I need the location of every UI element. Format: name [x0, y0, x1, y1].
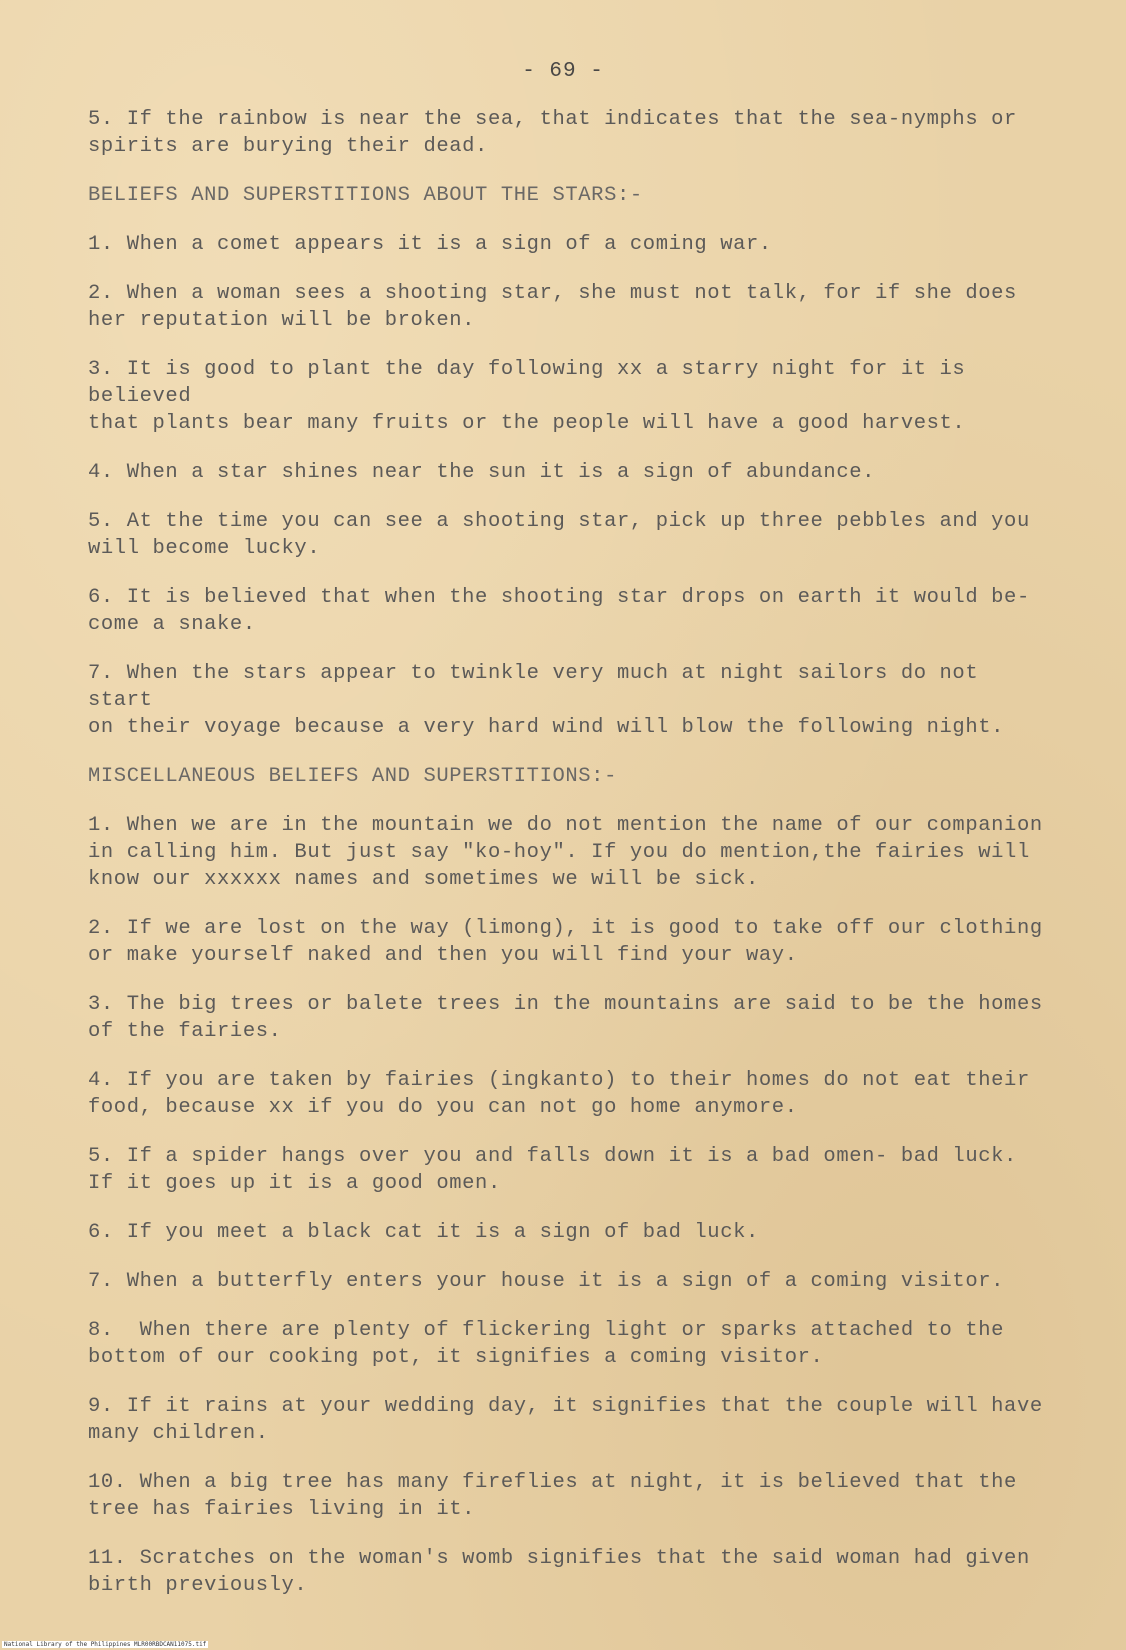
misc-item: 3. The big trees or balete trees in the mountains are said to be the homes of the fairies. [88, 993, 1043, 1043]
misc-item: 5. If a spider hangs over you and falls down it is a bad omen- bad luck. If it goes up it is a good omen. [88, 1145, 1017, 1195]
stars-item: 6. It is believed that when the shooting star drops on earth it would be- come a snake. [88, 586, 1030, 636]
rainbow-item-5: 5. If the rainbow is near the sea, that indicates that the sea-nymphs or spirits are burying their dead. [88, 108, 1017, 158]
document-body [88, 106, 1048, 1621]
misc-heading: MISCELLANEOUS BELIEFS AND SUPERSTITIONS:- [88, 765, 617, 788]
misc-item: 11. Scratches on the woman's womb signifies that the said woman had given birth previously. [88, 1547, 1030, 1597]
page-number: - 69 - [522, 60, 604, 83]
stars-item: 1. When a comet appears it is a sign of a coming war. [88, 233, 772, 256]
misc-item: 7. When a butterfly enters your house it is a sign of a coming visitor. [88, 1270, 1005, 1293]
misc-item: 6. If you meet a black cat it is a sign of bad luck. [88, 1221, 759, 1244]
misc-item: 2. If we are lost on the way (limong), it is good to take off our clothing or make yourself naked and then you will find your way. [88, 917, 1043, 967]
misc-item: 4. If you are taken by fairies (ingkanto) to their homes do not eat their food, because xx if you do you can not go home anymore. [88, 1069, 1030, 1119]
stars-heading: BELIEFS AND SUPERSTITIONS ABOUT THE STARS:- [88, 184, 643, 207]
misc-item: 9. If it rains at your wedding day, it signifies that the couple will have many children. [88, 1395, 1043, 1445]
stars-item: 7. When the stars appear to twinkle very much at night sailors do not start on their voyage because a very hard wind will blow the following night. [88, 662, 1005, 739]
stars-item: 3. It is good to plant the day following xx a starry night for it is believed that plants bear many fruits or the people will have a good harvest. [88, 358, 966, 435]
stars-item: 5. At the time you can see a shooting star, pick up three pebbles and you will become lucky. [88, 510, 1030, 560]
scan-source-caption: National Library of the Philippines MLR00RBDCAN11075.tif [4, 1641, 207, 1648]
stars-item: 2. When a woman sees a shooting star, she must not talk, for if she does her reputation will be broken. [88, 282, 1017, 332]
stars-item: 4. When a star shines near the sun it is a sign of abundance. [88, 461, 876, 484]
misc-item: 8. When there are plenty of flickering light or sparks attached to the bottom of our cooking pot, it signifies a coming visitor. [88, 1319, 1005, 1369]
misc-item: 1. When we are in the mountain we do not mention the name of our companion in calling him. But just say "ko-hoy". If you do mention,the fairies will know our xxxxxx names and sometimes we will be sick. [88, 814, 1043, 891]
misc-item: 10. When a big tree has many fireflies at night, it is believed that the tree has fairies living in it. [88, 1471, 1017, 1521]
